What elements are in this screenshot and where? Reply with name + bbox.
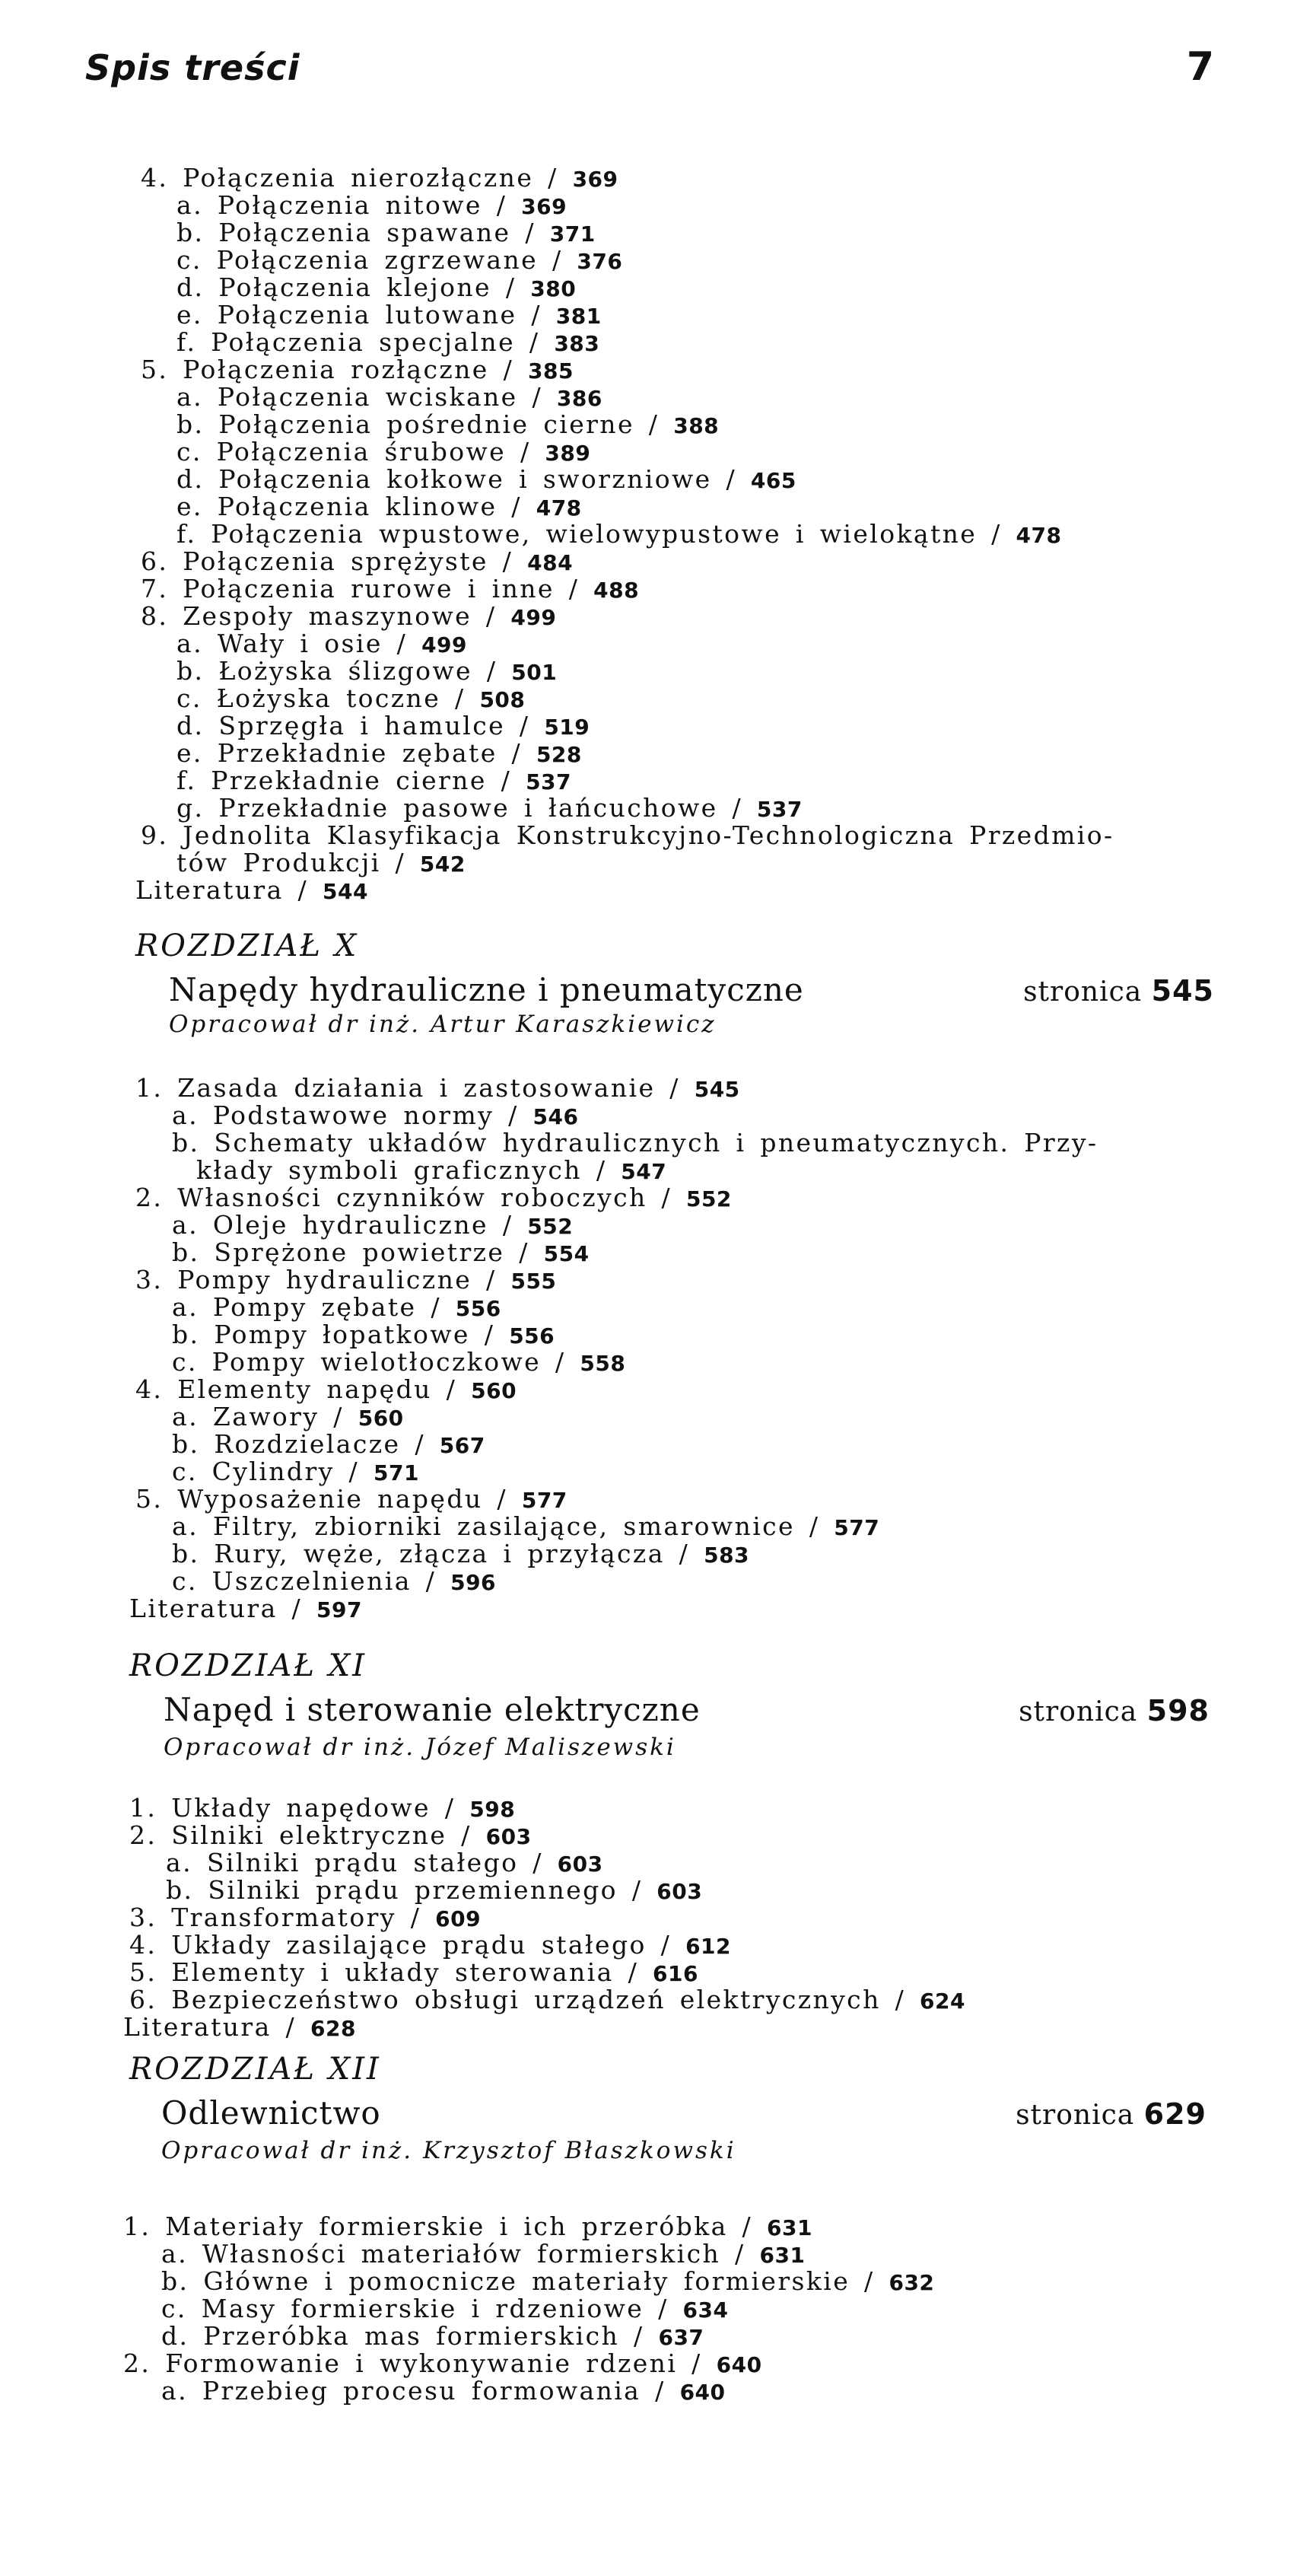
toc-entry: 5. Elementy i układy sterowania / 616 (129, 1957, 698, 1987)
chapter-11-title: Napęd i sterowanie elektryczne (164, 1691, 701, 1728)
toc-entry-text: Transformatory (171, 1903, 396, 1932)
toc-entry: 3. Transformatory / 609 (129, 1903, 482, 1932)
toc-entry-text: Przekładnie pasowe i łańcuchowe (218, 793, 718, 823)
toc-entry-page: 369 (572, 167, 618, 192)
toc-entry-page: 603 (656, 1879, 703, 1904)
toc-entry-number: e. (176, 492, 203, 521)
toc-entry-text: Własności materiałów formierskich (202, 2239, 721, 2269)
toc-entry-text: Połączenia wpustowe, wielowypustowe i wielokątne (211, 519, 978, 549)
toc-entry-number: 1. (135, 1073, 164, 1103)
toc-entry-page: 555 (510, 1269, 557, 1294)
toc-entry: a. Oleje hydrauliczne / 552 (172, 1210, 574, 1240)
toc-entry: c. Pompy wielotłoczkowe / 558 (172, 1347, 626, 1377)
toc-entry-text: Rury, węże, złącza i przyłącza (214, 1539, 665, 1568)
toc-entry-number: a. (172, 1292, 199, 1322)
toc-entry-text: Literatura (135, 875, 284, 905)
toc-entry: b. Łożyska ślizgowe / 501 (176, 656, 558, 686)
toc-entry: a. Połączenia wciskane / 386 (176, 382, 602, 412)
toc-entry: Literatura / 544 (135, 875, 368, 905)
toc-entry-number: a. (172, 1402, 199, 1431)
toc-entry-number: b. (172, 1128, 200, 1157)
toc-entry-number: d. (176, 711, 205, 740)
toc-entry-text: Materiały formierskie i ich przeróbka (165, 2211, 728, 2241)
toc-entry-page: 542 (419, 852, 466, 877)
toc-entry-number: e. (176, 738, 203, 768)
toc-entry-number: b. (172, 1539, 200, 1568)
toc-entry-number: 7. (141, 574, 169, 603)
toc-entry-page: 577 (834, 1515, 880, 1540)
toc-entry-text: Pompy hydrauliczne (177, 1265, 472, 1294)
toc-entry-text: Formowanie i wykonywanie rdzeni (165, 2348, 678, 2378)
toc-entry-text: Literatura (123, 2012, 272, 2042)
toc-entry-text: Wyposażenie napędu (177, 1484, 483, 1514)
toc-entry-text: Literatura (129, 1594, 278, 1623)
toc-entry-page: 598 (469, 1797, 516, 1822)
toc-entry: 5. Wyposażenie napędu / 577 (135, 1484, 567, 1514)
toc-entry-number: 3. (135, 1265, 164, 1294)
toc-entry: 2. Formowanie i wykonywanie rdzeni / 640 (123, 2348, 762, 2378)
toc-entry: 2. Własności czynników roboczych / 552 (135, 1183, 732, 1212)
toc-entry-text: Bezpieczeństwo obsługi urządzeń elektrycznych (171, 1985, 881, 2014)
chapter-12-label: ROZDZIAŁ XII (129, 2052, 381, 2087)
toc-entry-number: b. (176, 218, 205, 247)
toc-entry: d. Połączenia klejone / 380 (176, 272, 577, 302)
toc-entry-number: a. (166, 1848, 192, 1877)
toc-entry-page: 499 (510, 605, 557, 630)
toc-entry-number: c. (161, 2294, 187, 2323)
toc-entry-page: 560 (358, 1406, 404, 1431)
toc-entry-text: Cylindry (211, 1457, 335, 1486)
page-number: 7 (1186, 44, 1214, 90)
toc-entry (141, 822, 1114, 849)
toc-entry-page: 376 (577, 249, 623, 274)
toc-entry-page: 597 (316, 1597, 362, 1622)
toc-entry-page: 478 (1016, 523, 1062, 548)
toc-entry: 6. Połączenia sprężyste / 484 (141, 546, 574, 576)
toc-entry-number: b. (172, 1429, 200, 1459)
toc-entry-page: 537 (756, 797, 803, 822)
toc-entry-text: Silniki prądu przemiennego (208, 1875, 618, 1905)
toc-entry-page: 612 (685, 1934, 732, 1959)
toc-entry-page: 545 (694, 1077, 740, 1102)
toc-entry-number: f. (176, 327, 197, 357)
toc-entry-page: 596 (450, 1570, 497, 1595)
toc-entry-page: 552 (527, 1214, 574, 1239)
toc-entry-page: 478 (536, 495, 582, 521)
toc-entry-number: b. (172, 1237, 200, 1267)
toc-entry-text: Połączenia nitowe (217, 190, 482, 220)
toc-entry-page: 577 (521, 1488, 567, 1513)
toc-entry-text: Sprzęgła i hamulce (218, 711, 506, 740)
toc-entry-text: Połączenia rurowe i inne (183, 574, 555, 603)
toc-entry: 1. Zasada działania i zastosowanie / 545 (135, 1073, 740, 1103)
toc-entry: 3. Pompy hydrauliczne / 555 (135, 1265, 557, 1294)
toc-entry-page: 386 (556, 386, 602, 411)
toc-entry-page: 528 (536, 742, 582, 767)
page-header-title: Spis treści (85, 47, 300, 88)
toc-entry-page: 385 (528, 358, 574, 384)
toc-entry-number: d. (161, 2321, 189, 2351)
toc-entry: a. Własności materiałów formierskich / 631 (161, 2239, 806, 2269)
toc-entry-text: Połączenia śrubowe (216, 437, 507, 466)
toc-entry: 7. Połączenia rurowe i inne / 488 (141, 574, 640, 603)
toc-entry-text: Zasada działania i zastosowanie (177, 1073, 656, 1103)
toc-entry: 1. Materiały formierskie i ich przeróbka / 631 (123, 2211, 812, 2241)
toc-entry-number: 2. (123, 2348, 151, 2378)
toc-entry-text: Połączenia wciskane (217, 382, 518, 412)
toc-entry-number: d. (176, 272, 205, 302)
toc-entry-number: f. (176, 766, 197, 795)
toc-entry-text: Elementy napędu (177, 1374, 432, 1404)
toc-entry-number: 8. (141, 601, 169, 631)
toc-entry-text: Oleje hydrauliczne (212, 1210, 488, 1240)
toc-entry-number: 4. (141, 163, 169, 193)
toc-entry: c. Połączenia śrubowe / 389 (176, 437, 591, 466)
toc-entry-text: Połączenia sprężyste (183, 546, 488, 576)
toc-entry: a. Przebieg procesu formowania / 640 (161, 2376, 726, 2406)
toc-entry-page: 369 (521, 194, 567, 219)
chapter-10-author: Opracował dr inż. Artur Karaszkiewicz (169, 1011, 717, 1038)
toc-entry-number: b. (176, 409, 205, 439)
toc-entry-page: 603 (485, 1824, 532, 1849)
toc-entry-text: tów Produkcji (176, 848, 381, 877)
chapter-11-label: ROZDZIAŁ XI (129, 1648, 367, 1683)
toc-entry-page: 634 (682, 2297, 729, 2323)
toc-entry: f. Połączenia specjalne / 383 (176, 327, 600, 357)
toc-entry: kłady symboli graficznych / 547 (196, 1155, 667, 1185)
toc-entry-text: Pompy łopatkowe (214, 1320, 470, 1349)
toc-entry-page: 609 (435, 1906, 482, 1931)
chapter-10-title: Napędy hydrauliczne i pneumatyczne (169, 971, 804, 1008)
toc-entry: 4. Układy zasilające prądu stałego / 612 (129, 1930, 732, 1960)
toc-entry-text: Silniki elektryczne (171, 1820, 447, 1850)
toc-entry-text: Zespoły maszynowe (183, 601, 472, 631)
toc-entry: Literatura / 628 (123, 2012, 356, 2042)
toc-entry-number: c. (176, 245, 202, 275)
toc-entry-text: Łożyska toczne (216, 683, 441, 713)
toc-entry-text: Łożyska ślizgowe (218, 656, 472, 686)
toc-entry-page: 556 (455, 1296, 501, 1321)
toc-entry: f. Przekładnie cierne / 537 (176, 766, 572, 795)
toc-entry-number: d. (176, 464, 205, 494)
toc-entry-page: 554 (543, 1241, 590, 1266)
toc-entry: Literatura / 597 (129, 1594, 362, 1623)
toc-entry-text: Połączenia rozłączne (183, 355, 489, 384)
toc-entry: c. Cylindry / 571 (172, 1457, 419, 1486)
toc-entry-page: 583 (704, 1543, 750, 1568)
toc-entry (172, 1129, 1098, 1157)
toc-entry: e. Połączenia lutowane / 381 (176, 300, 602, 330)
toc-entry-number: 4. (129, 1930, 157, 1960)
toc-entry-number: 1. (129, 1793, 157, 1823)
toc-entry-text: Przeróbka mas formierskich (203, 2321, 620, 2351)
toc-entry-number: a. (172, 1210, 199, 1240)
toc-entry-number: c. (172, 1457, 198, 1486)
toc-entry-text: Uszczelnienia (211, 1566, 412, 1596)
toc-entry: c. Połączenia zgrzewane / 376 (176, 245, 623, 275)
toc-entry-text: Masy formierskie i rdzeniowe (201, 2294, 644, 2323)
toc-entry-page: 603 (557, 1852, 603, 1877)
toc-entry-text: Połączenia klinowe (217, 492, 498, 521)
toc-entry: a. Zawory / 560 (172, 1402, 404, 1431)
toc-entry-page: 501 (511, 660, 558, 685)
toc-entry: f. Połączenia wpustowe, wielowypustowe i wielokątne / 478 (176, 519, 1062, 549)
toc-entry-text: Pompy zębate (212, 1292, 417, 1322)
toc-entry: c. Łożyska toczne / 508 (176, 683, 526, 713)
toc-entry-page: 567 (439, 1433, 485, 1458)
toc-entry-page: 616 (653, 1961, 698, 1986)
toc-entry: a. Wały i osie / 499 (176, 629, 468, 658)
toc-entry-text: Jednolita Klasyfikacja Konstrukcyjno-Technologiczna Przedmio- (183, 820, 1114, 850)
toc-entry-page: 388 (673, 413, 720, 438)
toc-entry-page: 508 (479, 687, 526, 712)
toc-entry-text: Silniki prądu stałego (206, 1848, 519, 1877)
toc-entry-number: c. (176, 683, 202, 713)
toc-entry: tów Produkcji / 542 (176, 848, 466, 877)
toc-entry-text: Połączenia nierozłączne (183, 163, 534, 193)
toc-entry: 5. Połączenia rozłączne / 385 (141, 355, 574, 384)
chapter-10-page: stronica 545 (1023, 974, 1214, 1008)
toc-entry-page: 631 (766, 2215, 812, 2240)
toc-entry-text: Zawory (212, 1402, 320, 1431)
toc-entry: a. Filtry, zbiorniki zasilające, smarownice / 577 (172, 1511, 880, 1541)
toc-entry-page: 465 (750, 468, 796, 493)
toc-entry-text: Główne i pomocnicze materiały formierskie (203, 2266, 850, 2296)
chapter-12-page: stronica 629 (1016, 2097, 1206, 2131)
toc-entry: c. Uszczelnienia / 596 (172, 1566, 497, 1596)
toc-entry-text: Połączenia zgrzewane (216, 245, 539, 275)
toc-entry-page: 544 (322, 879, 368, 904)
toc-entry-number: 3. (129, 1903, 157, 1932)
toc-entry-text: Połączenia pośrednie cierne (218, 409, 634, 439)
toc-entry-number: b. (176, 656, 205, 686)
toc-entry-page: 640 (679, 2380, 726, 2405)
toc-entry-number: b. (166, 1875, 194, 1905)
toc-entry: a. Silniki prądu stałego / 603 (166, 1848, 603, 1877)
toc-entry-number: a. (176, 382, 203, 412)
toc-entry: b. Silniki prądu przemiennego / 603 (166, 1875, 703, 1905)
toc-entry-text: Wały i osie (217, 629, 383, 658)
toc-entry: d. Połączenia kołkowe i sworzniowe / 465 (176, 464, 796, 494)
toc-entry-number: 5. (135, 1484, 164, 1514)
toc-entry: a. Pompy zębate / 556 (172, 1292, 501, 1322)
toc-entry-page: 558 (580, 1351, 626, 1376)
toc-entry-page: 631 (759, 2243, 806, 2268)
chapter-10-label: ROZDZIAŁ X (135, 928, 359, 963)
toc-entry-number: b. (161, 2266, 189, 2296)
toc-entry-page: 488 (593, 578, 640, 603)
toc-entry-number: 6. (129, 1985, 157, 2014)
toc-entry-text: Połączenia lutowane (217, 300, 517, 330)
toc-entry: a. Podstawowe normy / 546 (172, 1100, 579, 1130)
toc-entry: b. Pompy łopatkowe / 556 (172, 1320, 555, 1349)
chapter-11-author: Opracował dr inż. Józef Maliszewski (164, 1734, 676, 1761)
toc-entry-text: Elementy i układy sterowania (171, 1957, 614, 1987)
toc-entry-text: Połączenia klejone (218, 272, 491, 302)
toc-entry-text: Rozdzielacze (214, 1429, 401, 1459)
toc-entry-number: 2. (135, 1183, 164, 1212)
toc-entry-text: Przekładnie cierne (211, 766, 487, 795)
toc-entry-text: Połączenia spawane (218, 218, 511, 247)
toc-entry-page: 383 (554, 331, 600, 356)
toc-entry-page: 556 (509, 1323, 555, 1348)
toc-entry-text: Układy zasilające prądu stałego (171, 1930, 647, 1960)
toc-entry-text: Filtry, zbiorniki zasilające, smarownice (212, 1511, 795, 1541)
toc-entry-number: b. (172, 1320, 200, 1349)
toc-entry: 4. Połączenia nierozłączne / 369 (141, 163, 618, 193)
toc-entry-text: kłady symboli graficznych (196, 1155, 582, 1185)
toc-entry-number: 5. (129, 1957, 157, 1987)
toc-entry-page: 381 (555, 304, 602, 329)
toc-entry-number: g. (176, 793, 205, 823)
toc-entry-number: 1. (123, 2211, 151, 2241)
toc-entry-number: c. (176, 437, 202, 466)
toc-entry-number: c. (172, 1566, 198, 1596)
toc-entry-page: 546 (533, 1104, 579, 1129)
toc-entry-page: 628 (310, 2016, 356, 2041)
toc-entry: e. Przekładnie zębate / 528 (176, 738, 582, 768)
toc-entry: e. Połączenia klinowe / 478 (176, 492, 582, 521)
toc-entry: 6. Bezpieczeństwo obsługi urządzeń elektrycznych / 624 (129, 1985, 965, 2014)
toc-entry-number: 5. (141, 355, 169, 384)
chapter-12-author: Opracował dr inż. Krzysztof Błaszkowski (161, 2137, 736, 2164)
toc-entry-page: 560 (471, 1378, 517, 1403)
toc-entry-number: 2. (129, 1820, 157, 1850)
toc-entry-text: Sprężone powietrze (214, 1237, 505, 1267)
toc-entry-number: a. (172, 1511, 199, 1541)
toc-entry-number: a. (161, 2376, 188, 2406)
toc-entry: a. Połączenia nitowe / 369 (176, 190, 567, 220)
toc-entry-text: Połączenia kołkowe i sworzniowe (218, 464, 712, 494)
toc-entry-text: Podstawowe normy (212, 1100, 494, 1130)
toc-entry-number: a. (161, 2239, 188, 2269)
toc-entry-number: a. (172, 1100, 199, 1130)
toc-entry-page: 637 (658, 2325, 704, 2350)
toc-entry-text: Pompy wielotłoczkowe (211, 1347, 542, 1377)
toc-entry: g. Przekładnie pasowe i łańcuchowe / 537 (176, 793, 803, 823)
toc-entry: d. Sprzęgła i hamulce / 519 (176, 711, 590, 740)
toc-entry-page: 380 (530, 276, 577, 301)
toc-entry-number: a. (176, 190, 203, 220)
toc-entry-page: 571 (373, 1460, 419, 1485)
toc-entry-number: e. (176, 300, 203, 330)
toc-entry: 2. Silniki elektryczne / 603 (129, 1820, 532, 1850)
toc-entry-number: 6. (141, 546, 169, 576)
toc-entry-page: 519 (544, 715, 590, 740)
toc-entry: b. Rury, węże, złącza i przyłącza / 583 (172, 1539, 750, 1568)
toc-entry-page: 624 (920, 1989, 965, 2014)
toc-entry: b. Połączenia pośrednie cierne / 388 (176, 409, 720, 439)
toc-entry-text: Przekładnie zębate (217, 738, 498, 768)
toc-entry: d. Przeróbka mas formierskich / 637 (161, 2321, 704, 2351)
toc-entry-page: 484 (527, 550, 574, 575)
toc-entry: b. Rozdzielacze / 567 (172, 1429, 485, 1459)
toc-entry-page: 547 (621, 1159, 667, 1184)
chapter-11-page: stronica 598 (1019, 1694, 1210, 1727)
toc-entry-page: 389 (545, 441, 591, 466)
toc-entry-page: 640 (716, 2352, 762, 2377)
toc-entry-number: f. (176, 519, 197, 549)
toc-entry: b. Sprężone powietrze / 554 (172, 1237, 590, 1267)
toc-entry: 1. Układy napędowe / 598 (129, 1793, 516, 1823)
toc-entry-text: Przebieg procesu formowania (202, 2376, 641, 2406)
toc-entry: c. Masy formierskie i rdzeniowe / 634 (161, 2294, 729, 2323)
toc-entry-page: 537 (526, 769, 572, 794)
toc-entry-page: 371 (549, 221, 596, 247)
toc-entry-number: 9. (141, 820, 169, 850)
toc-entry-page: 499 (421, 632, 468, 658)
toc-entry-text: Układy napędowe (171, 1793, 431, 1823)
toc-entry-number: a. (176, 629, 203, 658)
toc-entry: b. Połączenia spawane / 371 (176, 218, 596, 247)
toc-entry-text: Własności czynników roboczych (177, 1183, 647, 1212)
toc-entry-text: Połączenia specjalne (211, 327, 516, 357)
toc-entry-number: 4. (135, 1374, 164, 1404)
toc-entry-number: c. (172, 1347, 198, 1377)
toc-entry: b. Główne i pomocnicze materiały formierskie / 632 (161, 2266, 935, 2296)
toc-entry-page: 552 (685, 1186, 732, 1212)
toc-entry: 4. Elementy napędu / 560 (135, 1374, 517, 1404)
chapter-12-title: Odlewnictwo (161, 2094, 381, 2132)
toc-entry: 8. Zespoły maszynowe / 499 (141, 601, 557, 631)
toc-entry-page: 632 (889, 2270, 935, 2295)
toc-entry-text: Schematy układów hydraulicznych i pneumatycznych. Przy- (214, 1128, 1098, 1157)
